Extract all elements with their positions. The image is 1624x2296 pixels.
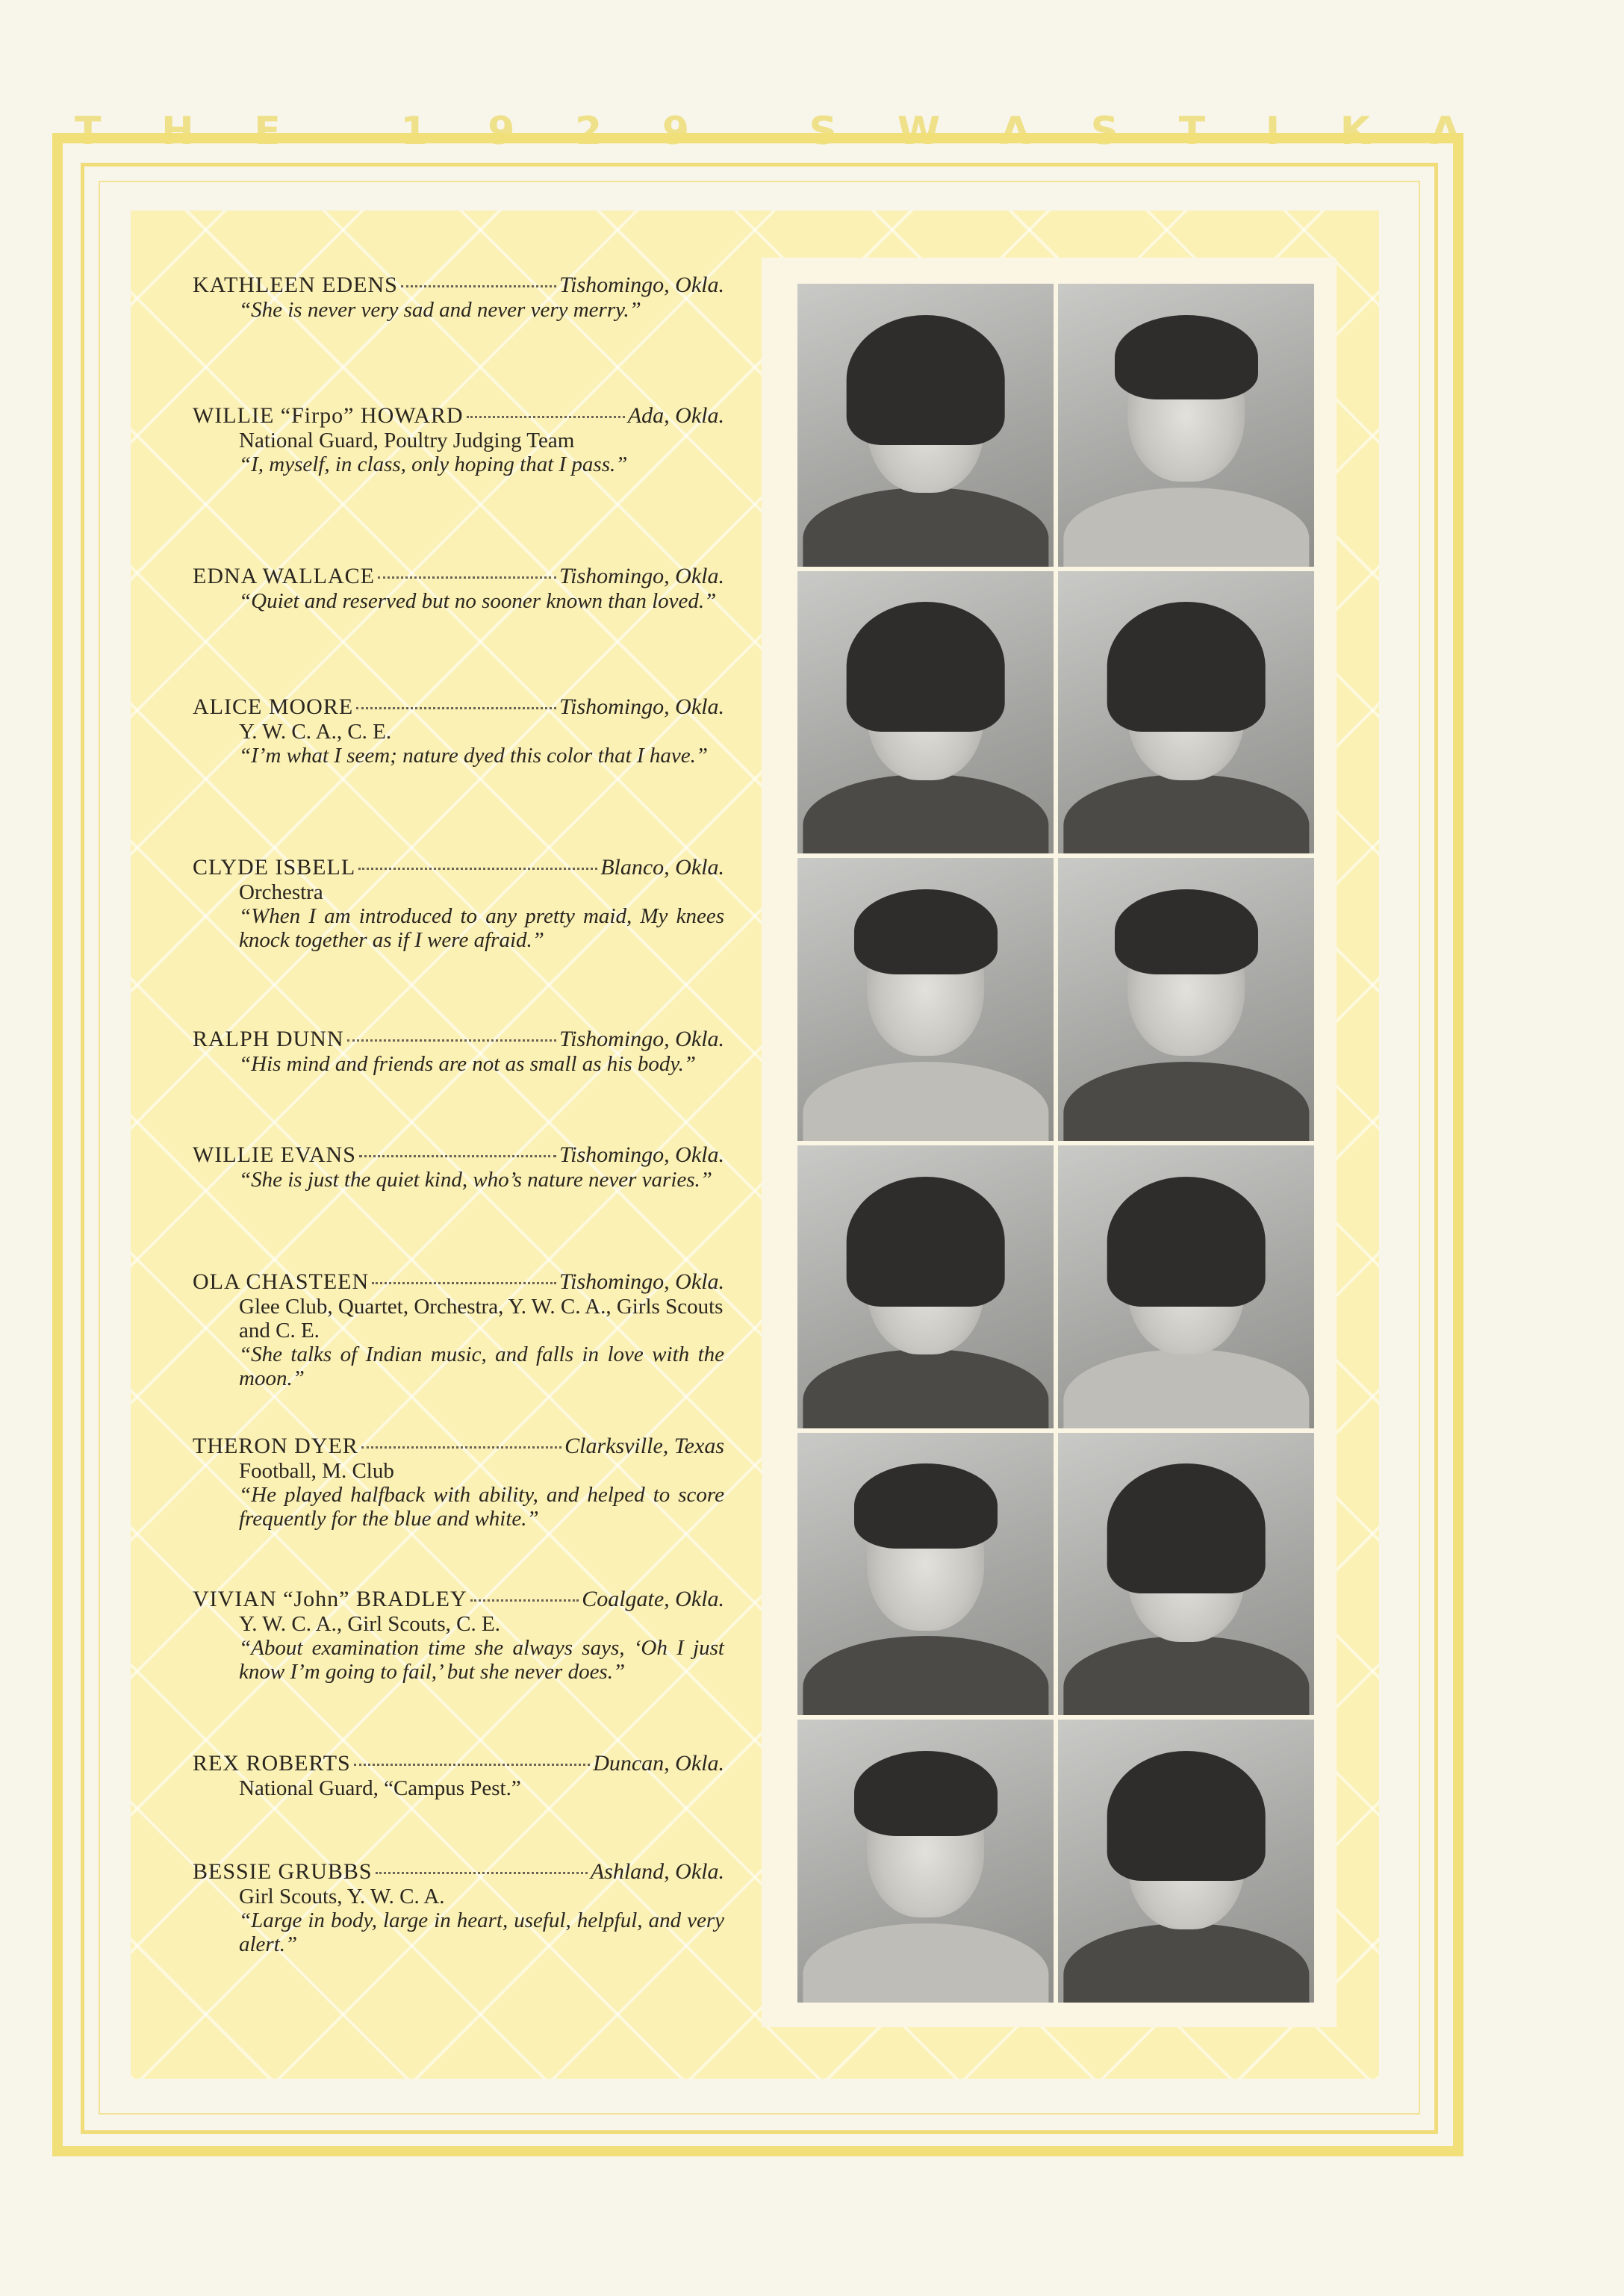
leader-dots (359, 1155, 556, 1157)
activities: Orchestra (239, 880, 323, 904)
portrait-body (803, 1062, 1048, 1141)
student-photo (1058, 571, 1314, 854)
student-photo (797, 1145, 1054, 1428)
student-photo (1058, 1720, 1314, 2003)
leader-dots (354, 1764, 590, 1766)
header-letter: A (1430, 109, 1463, 154)
portrait-body (1063, 1636, 1309, 1715)
senior-entry (193, 1269, 724, 1390)
senior-entry (193, 694, 724, 768)
quote: “Large in body, large in heart, useful, helpful, and very alert.” (239, 1908, 724, 1956)
hometown: Tishomingo, Okla. (559, 564, 724, 588)
portrait-body (1063, 1349, 1309, 1428)
entry-heading (193, 1269, 724, 1295)
header-letter: I (1265, 109, 1284, 154)
quote: “His mind and friends are not as small as his body.” (239, 1052, 697, 1076)
student-name: KATHLEEN EDENS (193, 273, 398, 297)
portrait-body (1063, 1062, 1309, 1141)
entry-heading (193, 1434, 724, 1459)
hometown: Tishomingo, Okla. (559, 694, 724, 719)
senior-entry (193, 403, 724, 476)
leader-dots (378, 576, 556, 579)
leader-dots (470, 1599, 579, 1602)
leader-dots (361, 1446, 561, 1449)
header-letter: 2 (575, 109, 606, 154)
leader-dots (347, 1039, 557, 1042)
header-letter: 9 (662, 109, 693, 154)
activities: National Guard, Poultry Judging Team (239, 429, 575, 452)
student-photo (1058, 1145, 1314, 1428)
portrait-hair (1107, 602, 1266, 732)
header-letter: S (1090, 109, 1122, 154)
portrait-body (1063, 1923, 1309, 2003)
senior-entry (193, 1859, 724, 1956)
student-photo (797, 1720, 1054, 2003)
student-name: VIVIAN “John” BRADLEY (193, 1587, 467, 1611)
entry-heading (193, 855, 724, 880)
student-name: CLYDE ISBELL (193, 855, 356, 880)
portrait-body (803, 488, 1048, 567)
senior-entry (193, 1142, 724, 1192)
leader-dots (376, 1872, 588, 1874)
quote: “She talks of Indian music, and falls in love with the moon.” (239, 1343, 724, 1390)
portrait-body (803, 1923, 1048, 2003)
hometown: Blanco, Okla. (600, 855, 724, 880)
student-name: REX ROBERTS (193, 1751, 351, 1776)
entry-heading (193, 1027, 724, 1052)
header-letter: A (1000, 109, 1033, 154)
quote: “She is never very sad and never very merry.” (239, 298, 641, 322)
quote: “When I am introduced to any pretty maid, My knees knock together as if I were afraid.” (239, 904, 724, 952)
quote: “She is just the quiet kind, who’s nature never varies.” (239, 1168, 712, 1192)
leader-dots (467, 416, 625, 418)
portrait-hair (1114, 315, 1257, 400)
hometown: Tishomingo, Okla. (559, 273, 724, 297)
entry-heading (193, 1859, 724, 1885)
quote: “Quiet and reserved but no sooner known than loved.” (239, 589, 717, 613)
student-name: RALPH DUNN (193, 1027, 344, 1051)
hometown: Ashland, Okla. (590, 1859, 724, 1884)
student-name: WILLIE “Firpo” HOWARD (193, 403, 464, 428)
quote: “About examination time she always says, ‘Oh I just know I’m going to fail,’ but she never does.” (239, 1636, 724, 1684)
portrait-hair (1114, 889, 1257, 974)
entry-heading (193, 694, 724, 720)
quote: “I, myself, in class, only hoping that I pass.” (239, 452, 628, 476)
portrait-body (1063, 488, 1309, 567)
senior-entry (193, 1751, 724, 1800)
activities: Y. W. C. A., C. E. (239, 720, 392, 744)
portrait-body (803, 774, 1048, 853)
student-photo (1058, 284, 1314, 567)
portrait-hair (1107, 1751, 1266, 1881)
header-letter: K (1340, 109, 1374, 154)
header-letter: H (161, 109, 197, 154)
portrait-hair (846, 1177, 1005, 1307)
header-letter: S (809, 109, 841, 154)
portrait-hair (1107, 1463, 1266, 1593)
header-letter: 9 (488, 109, 518, 154)
portrait-body (1063, 774, 1309, 853)
activities: National Guard, “Campus Pest.” (239, 1776, 521, 1800)
quote: “He played halfback with ability, and helped to score frequently for the blue and white.” (239, 1483, 724, 1531)
senior-entry (193, 1587, 724, 1684)
entry-heading (193, 1587, 724, 1612)
hometown: Ada, Okla. (627, 403, 724, 428)
student-photo (797, 571, 1054, 854)
senior-entry (193, 273, 724, 322)
portrait-body (803, 1636, 1048, 1715)
student-name: THERON DYER (193, 1434, 358, 1458)
student-name: OLA CHASTEEN (193, 1269, 370, 1294)
student-name: WILLIE EVANS (193, 1142, 356, 1167)
quote: “I’m what I seem; nature dyed this color that I have.” (239, 744, 708, 768)
entry-heading (193, 1751, 724, 1776)
entry-heading (193, 564, 724, 589)
leader-dots (401, 285, 556, 287)
leader-dots (356, 707, 556, 709)
student-photo (1058, 1433, 1314, 1716)
entry-heading (193, 1142, 724, 1168)
header-letter: E (254, 109, 284, 154)
activities: Football, M. Club (239, 1459, 394, 1483)
hometown: Tishomingo, Okla. (559, 1027, 724, 1051)
student-photo (797, 858, 1054, 1141)
portrait-hair (846, 315, 1005, 445)
hometown: Tishomingo, Okla. (559, 1269, 724, 1294)
entry-heading (193, 403, 724, 429)
portrait-hair (853, 1463, 997, 1549)
header-letter: W (897, 109, 944, 154)
student-name: BESSIE GRUBBS (193, 1859, 373, 1884)
hometown: Duncan, Okla. (593, 1751, 724, 1776)
hometown: Clarksville, Texas (564, 1434, 724, 1458)
activities: Girl Scouts, Y. W. C. A. (239, 1885, 445, 1908)
header-letter: T (75, 109, 105, 154)
portrait-hair (846, 602, 1005, 732)
senior-entry (193, 1434, 724, 1531)
senior-entry (193, 855, 724, 952)
leader-dots (372, 1282, 556, 1284)
activities: Y. W. C. A., Girl Scouts, C. E. (239, 1612, 500, 1636)
activities: Glee Club, Quartet, Orchestra, Y. W. C. A., Girls Scouts and C. E. (239, 1295, 724, 1343)
senior-entry (193, 564, 724, 613)
portrait-hair (853, 889, 997, 974)
student-photo (797, 1433, 1054, 1716)
senior-entry (193, 1027, 724, 1076)
hometown: Coalgate, Okla. (582, 1587, 724, 1611)
portrait-hair (853, 1751, 997, 1836)
header-letter: T (1178, 109, 1209, 154)
leader-dots (358, 868, 597, 870)
header-letter: 1 (400, 109, 431, 154)
student-photo (1058, 858, 1314, 1141)
student-photo (797, 284, 1054, 567)
photo-grid (797, 284, 1314, 2003)
student-name: EDNA WALLACE (193, 564, 375, 588)
portrait-hair (1107, 1177, 1266, 1307)
hometown: Tishomingo, Okla. (559, 1142, 724, 1167)
student-name: ALICE MOORE (193, 694, 354, 719)
portrait-body (803, 1349, 1048, 1428)
entry-heading (193, 273, 724, 298)
